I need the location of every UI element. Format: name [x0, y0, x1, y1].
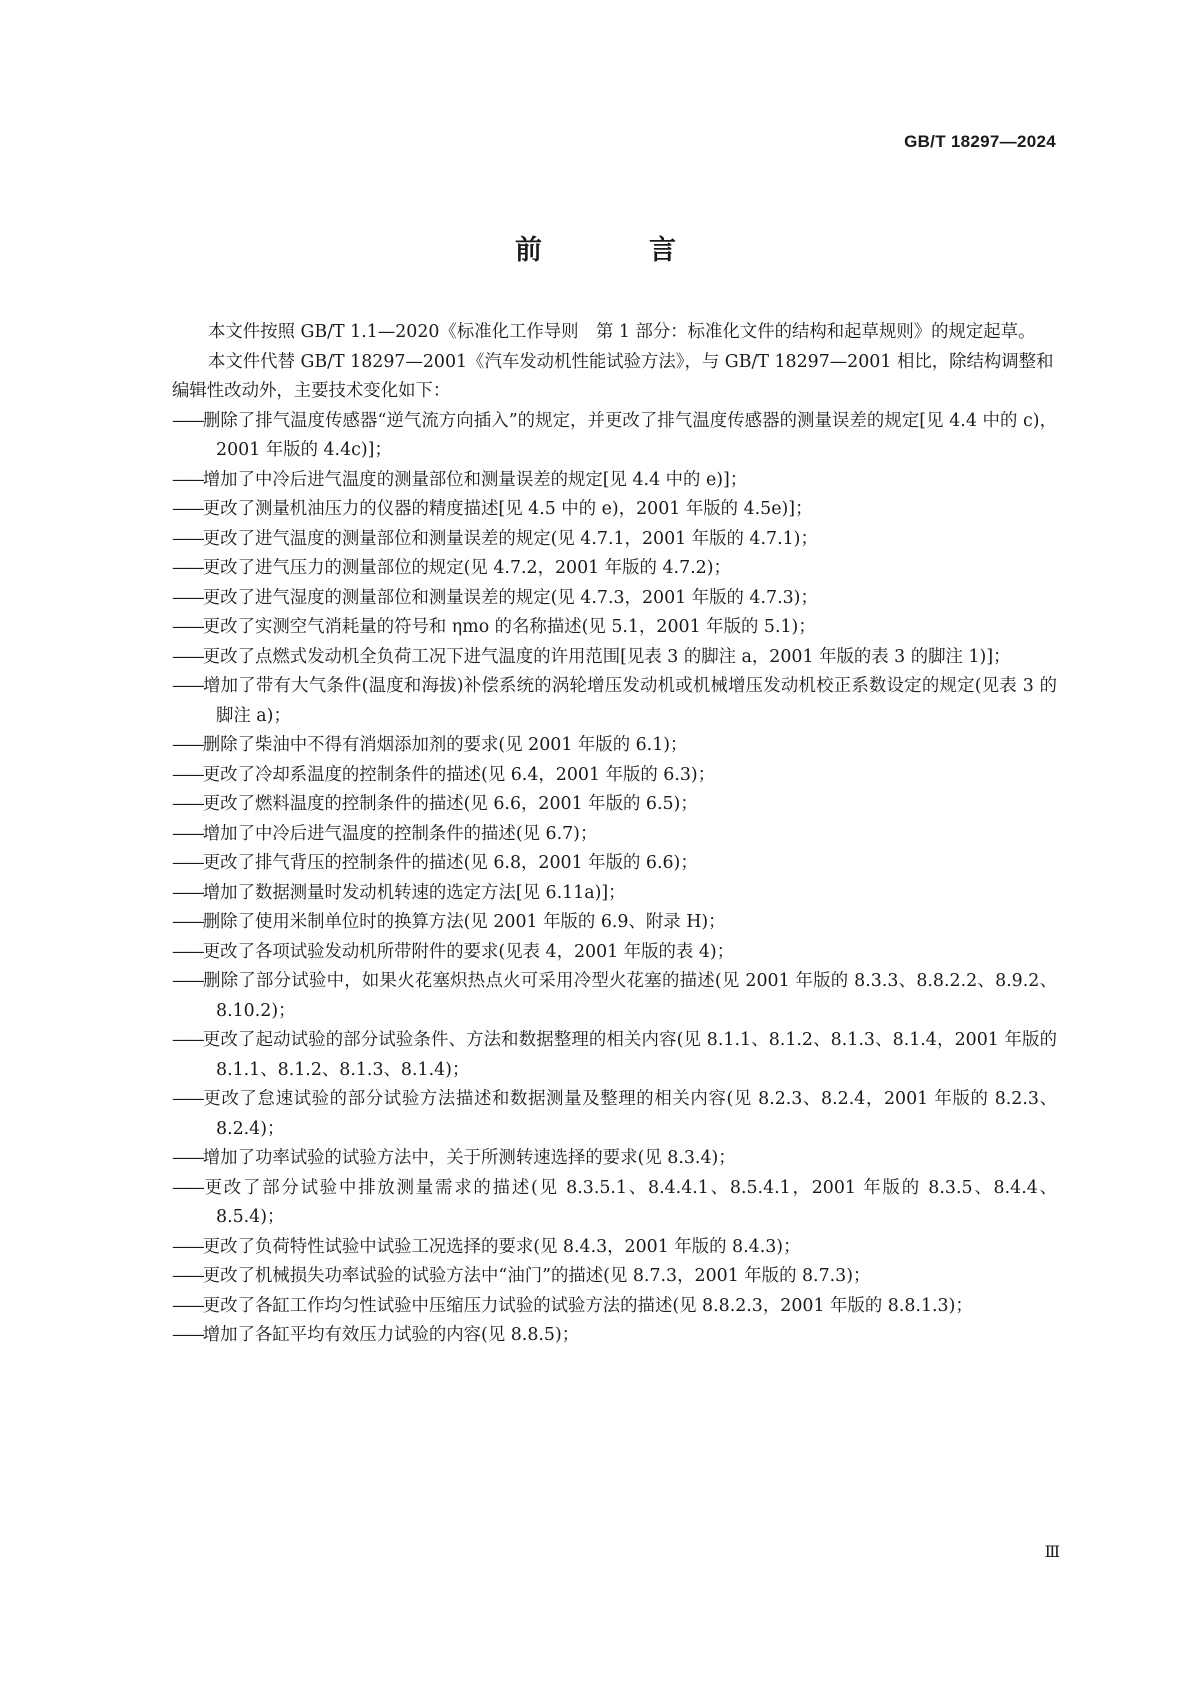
change-item-text: 增加了中冷后进气温度的控制条件的描述(见 6.7)；	[202, 823, 598, 844]
intro-paragraph: 本文件按照 GB/T 1.1—2020《标准化工作导则 第 1 部分：标准化文件的结构和起草规则》的规定起草。	[208, 322, 1036, 342]
change-item	[172, 1144, 1057, 1174]
change-item-text: 更改了各缸工作均匀性试验中压缩压力试验的试验方法的描述(见 8.8.2.3，2001 年版的 8.8.1.3)；	[202, 1295, 973, 1316]
change-item	[172, 1233, 1057, 1263]
change-item	[172, 967, 1057, 1026]
change-item-text: 增加了带有大气条件(温度和海拔)补偿系统的涡轮增压发动机或机械增压发动机校正系数设定的规定(见表 3 的脚注 a)；	[202, 676, 1057, 726]
change-item-text: 更改了测量机油压力的仪器的精度描述[见 4.5 中的 e)，2001 年版的 4.5e)]；	[202, 499, 813, 519]
change-item	[172, 790, 1057, 820]
change-item	[172, 1292, 1057, 1322]
change-item	[172, 613, 1057, 643]
change-item-text: 增加了数据测量时发动机转速的选定方法[见 6.11a)]；	[202, 882, 626, 903]
change-item-text: 增加了中冷后进气温度的测量部位和测量误差的规定[见 4.4 中的 e)]；	[202, 469, 748, 490]
change-item	[172, 879, 1057, 909]
foreword-body	[172, 318, 1057, 1351]
item-dash: ——	[172, 1089, 203, 1109]
item-dash: ——	[172, 1148, 203, 1168]
item-dash: ——	[172, 941, 203, 962]
change-item	[172, 672, 1057, 731]
change-item	[172, 731, 1057, 761]
change-item-text: 增加了功率试验的试验方法中，关于所测转速选择的要求(见 8.3.4)；	[202, 1148, 736, 1168]
replacement-paragraph: 本文件代替 GB/T 18297—2001《汽车发动机性能试验方法》，与 GB/T 18297—2001 相比，除结构调整和编辑性改动外，主要技术变化如下：	[172, 351, 1054, 401]
item-dash: ——	[172, 794, 203, 814]
change-item	[172, 1085, 1057, 1144]
change-item-text: 更改了机械损失功率试验的试验方法中“油门”的描述(见 8.7.3，2001 年版的 8.7.3)；	[202, 1266, 871, 1286]
item-dash: ——	[172, 912, 203, 932]
item-dash: ——	[172, 617, 203, 637]
page-title: 前 言	[515, 235, 716, 266]
change-item	[172, 643, 1057, 673]
change-item	[172, 849, 1057, 879]
change-item-text: 更改了部分试验中排放测量需求的描述(见 8.3.5.1、8.4.4.1、8.5.4.1，2001 年版的 8.3.5、8.4.4、8.5.4)；	[202, 1177, 1057, 1227]
item-dash: ——	[172, 410, 203, 431]
standard-number: GB/T 18297—2024	[904, 132, 1056, 151]
item-dash: ——	[172, 646, 203, 667]
change-item-text: 更改了负荷特性试验中试验工况选择的要求(见 8.4.3，2001 年版的 8.4.3)；	[202, 1236, 801, 1257]
item-dash: ——	[172, 1266, 203, 1286]
item-dash: ——	[172, 1030, 203, 1050]
change-item-text: 更改了进气压力的测量部位的规定(见 4.7.2，2001 年版的 4.7.2)；	[202, 558, 731, 578]
change-item	[172, 1026, 1057, 1085]
change-item	[172, 820, 1057, 850]
change-item-text: 更改了各项试验发动机所带附件的要求(见表 4，2001 年版的表 4)；	[202, 941, 735, 962]
item-dash: ——	[172, 1177, 203, 1198]
change-item-text: 删除了柴油中不得有消烟添加剂的要求(见 2001 年版的 6.1)；	[202, 735, 688, 755]
item-dash: ——	[172, 469, 203, 490]
item-dash: ——	[172, 971, 203, 991]
item-dash: ——	[172, 1325, 203, 1345]
change-item	[172, 584, 1057, 614]
change-item	[172, 407, 1057, 466]
change-item-text: 更改了排气背压的控制条件的描述(见 6.8，2001 年版的 6.6)；	[202, 853, 698, 873]
item-dash: ——	[172, 735, 203, 755]
change-list	[172, 407, 1057, 1351]
change-item-text: 删除了使用米制单位时的换算方法(见 2001 年版的 6.9、附录 H)；	[202, 912, 726, 932]
change-item	[172, 525, 1057, 555]
change-item-text: 更改了进气湿度的测量部位和测量误差的规定(见 4.7.3，2001 年版的 4.7.3)；	[202, 587, 818, 608]
item-dash: ——	[172, 1295, 203, 1316]
item-dash: ——	[172, 499, 203, 519]
change-item	[172, 908, 1057, 938]
change-item-text: 更改了冷却系温度的控制条件的描述(见 6.4，2001 年版的 6.3)；	[202, 764, 716, 785]
change-item-text: 更改了进气温度的测量部位和测量误差的规定(见 4.7.1，2001 年版的 4.7.1)；	[202, 528, 818, 549]
change-item-text: 增加了各缸平均有效压力试验的内容(见 8.8.5)；	[202, 1325, 580, 1345]
change-item	[172, 495, 1057, 525]
change-item-text: 更改了怠速试验的部分试验方法描述和数据测量及整理的相关内容(见 8.2.3、8.2.4，2001 年版的 8.2.3、8.2.4)；	[202, 1089, 1057, 1139]
change-item	[172, 554, 1057, 584]
item-dash: ——	[172, 882, 203, 903]
change-item	[172, 938, 1057, 968]
item-dash: ——	[172, 1236, 203, 1257]
item-dash: ——	[172, 587, 203, 608]
change-item-text: 删除了部分试验中，如果火花塞炽热点火可采用冷型火花塞的描述(见 2001 年版的 8.3.3、8.8.2.2、8.9.2、8.10.2)；	[202, 971, 1057, 1021]
item-dash: ——	[172, 528, 203, 549]
change-item	[172, 761, 1057, 791]
item-dash: ——	[172, 853, 203, 873]
page-number: Ⅲ	[1044, 1542, 1060, 1561]
change-item-text: 更改了点燃式发动机全负荷工况下进气温度的许用范围[见表 3 的脚注 a，2001 年版的表 3 的脚注 1)]；	[202, 646, 1011, 667]
change-item-text: 更改了起动试验的部分试验条件、方法和数据整理的相关内容(见 8.1.1、8.1.2、8.1.3、8.1.4，2001 年版的 8.1.1、8.1.2、8.1.3、8.1.4)；	[202, 1030, 1057, 1080]
item-dash: ——	[172, 558, 203, 578]
item-dash: ——	[172, 764, 203, 785]
change-item-text: 更改了燃料温度的控制条件的描述(见 6.6，2001 年版的 6.5)；	[202, 794, 698, 814]
item-dash: ——	[172, 676, 203, 696]
change-item	[172, 1321, 1057, 1351]
change-item	[172, 1174, 1057, 1233]
change-item-text: 更改了实测空气消耗量的符号和 ηmo 的名称描述(见 5.1，2001 年版的 5.1)；	[202, 617, 816, 637]
change-item-text: 删除了排气温度传感器“逆气流方向插入”的规定，并更改了排气温度传感器的测量误差的规定[见 4.4 中的 c)，2001 年版的 4.4c)]；	[202, 410, 1057, 460]
item-dash: ——	[172, 823, 203, 844]
change-item	[172, 1262, 1057, 1292]
change-item	[172, 466, 1057, 496]
